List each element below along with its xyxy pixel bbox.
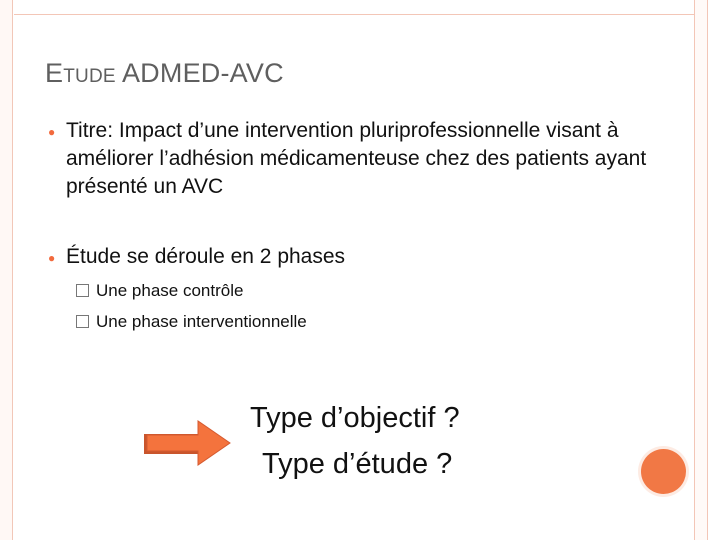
question-objective-type: Type d’objectif ?	[250, 402, 460, 434]
subitem-label: Une phase contrôle	[96, 281, 244, 300]
right-frame-border	[694, 0, 708, 540]
square-bullet-icon	[76, 315, 89, 328]
decorative-circle	[641, 449, 686, 494]
left-frame-border	[0, 0, 13, 540]
question-study-type: Type d’étude ?	[262, 448, 453, 480]
top-frame-line	[14, 14, 694, 15]
right-arrow-icon	[142, 416, 234, 470]
title-main: ADMED-AVC	[121, 58, 284, 88]
square-bullet-icon	[76, 284, 89, 297]
subitem-control-phase	[76, 281, 243, 301]
title-small-caps: TUDE	[63, 66, 116, 87]
subitem-intervention-phase	[76, 312, 307, 332]
slide-title	[45, 58, 284, 89]
title-prefix: E	[45, 58, 64, 88]
subitem-label: Une phase interventionnelle	[96, 312, 307, 331]
arrow-shape	[147, 421, 230, 465]
bullet-icon: ●	[48, 251, 56, 265]
bullet-title: Titre: Impact d’une intervention pluriprofessionnelle visant à améliorer l’adhésion médicamenteuse chez des patients ayant présenté un AVC	[66, 119, 647, 198]
bullet-icon: ●	[48, 125, 56, 139]
bullet-study-phases: Étude se déroule en 2 phases	[66, 245, 346, 268]
